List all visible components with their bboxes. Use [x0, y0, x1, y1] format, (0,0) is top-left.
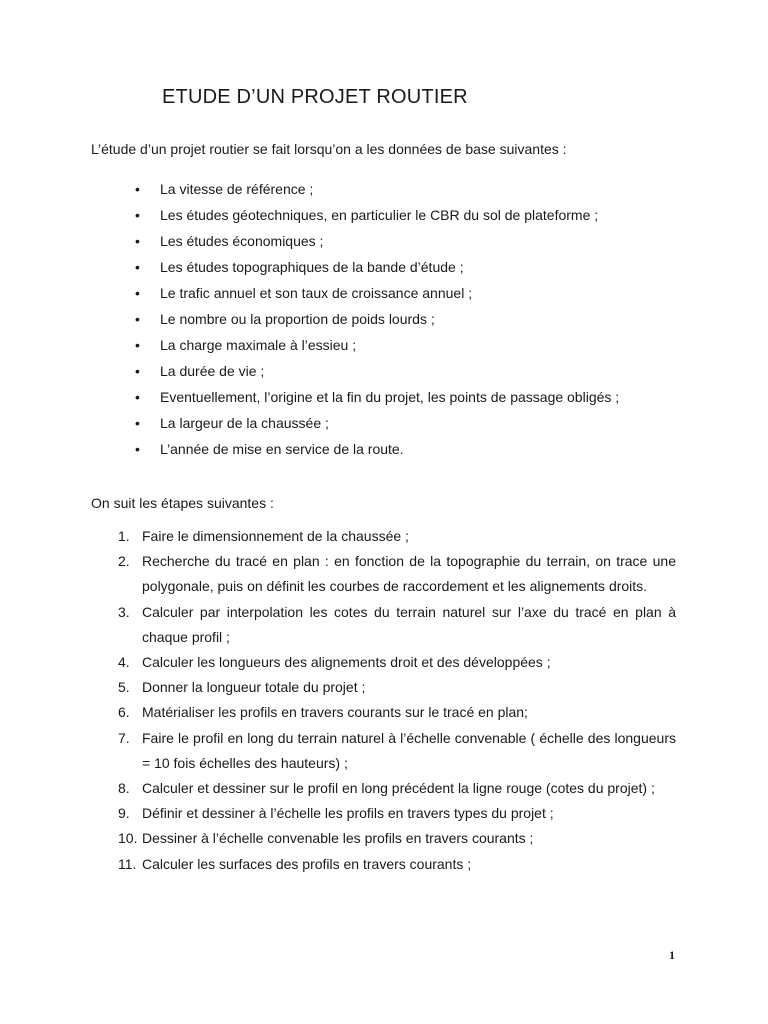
item-text: Recherche du tracé en plan : en fonction de la topographie du terrain, on trace une polygonale, puis on définit les courbes de raccordement et les alignements droits. [142, 553, 676, 595]
list-item [118, 776, 676, 801]
item-text: Calculer les surfaces des profils en travers courants ; [142, 855, 472, 872]
list-item [118, 549, 676, 599]
item-number: 5. [118, 679, 130, 696]
item-text: Définir et dessiner à l’échelle les profils en travers types du projet ; [142, 805, 554, 822]
list-item [118, 675, 676, 700]
list-item [118, 700, 676, 725]
item-number: 9. [118, 805, 130, 822]
item-text: Calculer et dessiner sur le profil en long précédent la ligne rouge (cotes du projet) ; [142, 780, 655, 797]
item-number: 1. [118, 528, 130, 544]
list-item: • Les études économiques ; [131, 228, 691, 254]
list-item: • La durée de vie ; [131, 358, 691, 384]
item-text: Dessiner à l’échelle convenable les profils en travers courants ; [142, 830, 534, 847]
list-item [118, 826, 676, 851]
list-item: • La charge maximale à l’essieu ; [131, 332, 691, 358]
list-item: • Les études géotechniques, en particulier le CBR du sol de plateforme ; [131, 202, 691, 228]
item-text: Faire le dimensionnement de la chaussée ; [142, 528, 409, 544]
item-number: 2. [118, 553, 130, 570]
list-item [118, 600, 676, 650]
page-number: 1 [669, 948, 675, 962]
list-item: • L’année de mise en service de la route. [131, 436, 691, 462]
list-item [118, 726, 676, 776]
intro-paragraph: L’étude d’un projet routier se fait lorsqu’on a les données de base suivantes : [91, 141, 567, 157]
steps-intro: On suit les étapes suivantes : [91, 495, 274, 511]
list-item: • La vitesse de référence ; [131, 176, 691, 202]
item-number: 4. [118, 654, 130, 671]
item-number: 10. [118, 830, 138, 847]
list-item [118, 650, 676, 675]
item-text: Calculer par interpolation les cotes du terrain naturel sur l’axe du tracé en plan à chaque profil ; [142, 603, 676, 645]
page-title: ETUDE D’UN PROJET ROUTIER [162, 86, 468, 108]
numbered-list [118, 524, 676, 877]
list-item: • Le trafic annuel et son taux de croissance annuel ; [131, 280, 691, 306]
item-text: Faire le profil en long du terrain naturel à l’échelle convenable ( échelle des longueurs = 10 fois échelles des hauteurs) ; [142, 729, 676, 771]
list-item [118, 801, 676, 826]
list-item: • Les études topographiques de la bande d’étude ; [131, 254, 691, 280]
item-number: 11. [118, 855, 137, 872]
item-number: 3. [118, 603, 130, 620]
item-number: 7. [118, 729, 130, 746]
item-text: Donner la longueur totale du projet ; [142, 679, 366, 696]
list-item [118, 852, 676, 877]
list-item: • Le nombre ou la proportion de poids lourds ; [131, 306, 691, 332]
bullet-list [131, 176, 691, 462]
item-number: 8. [118, 780, 130, 797]
item-number: 6. [118, 704, 130, 721]
list-item: • La largeur de la chaussée ; [131, 410, 691, 436]
list-item [118, 524, 676, 549]
list-item: • Eventuellement, l’origine et la fin du projet, les points de passage obligés ; [131, 384, 691, 410]
item-text: Matérialiser les profils en travers courants sur le tracé en plan; [142, 704, 528, 721]
item-text: Calculer les longueurs des alignements droit et des développées ; [142, 654, 551, 671]
